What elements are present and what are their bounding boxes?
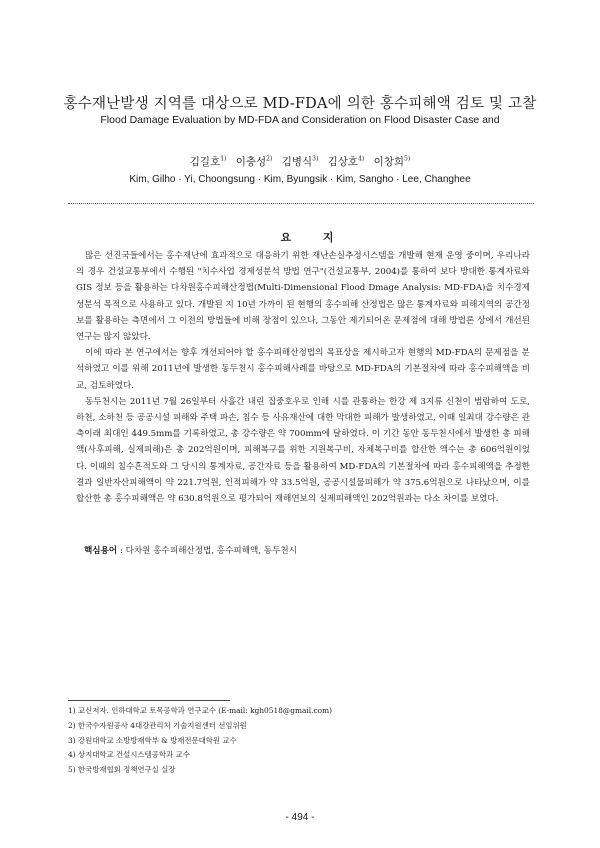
authors-english: Kim, Gilho · Yi, Choongsung · Kim, Byungsik · Kim, Sangho · Lee, Changhee xyxy=(129,174,471,185)
abstract-paragraph: 동두천시는 2011년 7월 26일부터 사흘간 내린 집중호우로 인해 시를 관통하는 한강 제 3지류 신천이 범람하여 도로, 하천, 소하천 등 공공시설 피해와 주택 파손, 침수 등 사유재산에 대한 막대한 피해가 발생하였고, 이때 일최대 강수량은 관측이래 최대인 449.5mm를 기록하였고, 총 강수량은 약 700mm에 달하였다. 이 기간 동안 동두천시에서 발생한 총 피해액(사후피해, 실제피해)은 총 202억원이며, 피해복구를 위한 지원복구비, 자체복구비를 합산한 액수는 총 606억원이었다. 이때의 침수흔적도와 그 당시의 통계자료, 공간자료 등을 활용하여 MD-FDA의 기본절차에 따라 홍수피해액을 추정한 결과 일반자산피해액이 약 221.7억원, 인적피해가 약 33.5억원, 공공시설물피해가 약 375.6억원으로 나타났으며, 이를 합산한 총 홍수피해액은 약 630.8억원으로 평가되어 재해연보의 실제피해액인 202억원과는 다소 차이를 보였다. xyxy=(76,396,530,505)
author: 김길호$^{1)}$ xyxy=(189,155,227,168)
abstract-heading: 요 지 xyxy=(280,231,348,244)
paper-title-english: Flood Damage Evaluation by MD-FDA and Consideration on Flood Disaster Case and xyxy=(100,114,500,126)
footnotes xyxy=(68,704,332,778)
paper-title-korean: 홍수재난발생 지역를 대상으로 MD-FDA에 의한 홍수피해액 검토 및 고찰 xyxy=(63,96,537,112)
abstract-body xyxy=(76,248,530,507)
footnote: 1) 교신저자. 인하대학교 토목공학과 연구교수 (E-mail: kgh0518@gmail.com) xyxy=(68,706,332,715)
footnote: 3) 강원대학교 소방방재학부 & 방재전문대학원 교수 xyxy=(68,735,237,745)
author: 김병식$^{3)}$ xyxy=(281,155,319,168)
authors-korean xyxy=(0,154,600,169)
footnote-divider xyxy=(68,700,230,701)
author: 이창희$^{5)}$ xyxy=(373,155,411,168)
author: 이충성$^{2)}$ xyxy=(235,155,273,168)
keywords-label: 핵심용어 xyxy=(84,546,118,556)
keywords-text: : 다차원 홍수피해산정법, 홍수피해액, 동두천시 xyxy=(119,546,297,556)
footnote: 2) 한국수자원공사 4대강관리처 기술지원센터 선임위원 xyxy=(68,720,247,730)
keywords xyxy=(84,544,297,556)
footnote: 4) 상지대학교 건설시스템공학과 교수 xyxy=(68,750,190,760)
page-number: - 494 - xyxy=(285,812,315,823)
author: 김상호$^{4)}$ xyxy=(327,155,365,168)
footnote: 5) 한국방재협회 정책연구실 실장 xyxy=(68,765,176,775)
abstract-paragraph: 이에 따라 본 연구에서는 향후 개선되어야 할 홍수피해산정법의 목표상을 제시하고자 현행의 MD-FDA의 문제점을 분석하였고 이를 위해 2011년에 발생한 동두천시 홍수피해사례를 바탕으로 MD-FDA의 기본절차에 따라 홍수피해액을 비교, 검토하였다. xyxy=(76,348,530,391)
section-divider xyxy=(68,203,534,204)
abstract-paragraph: 많은 선진국들에서는 홍수재난에 효과적으로 대응하기 위한 재난손실추정시스템을 개발해 현재 운영 중이며, 우리나라의 경우 건설교통부에서 수행된 "치수사업 경제성분석 방법 연구"(건설교통부, 2004)를 통하여 보다 방대한 통계자료와 GIS 정보 등을 활용하는 다차원홍수피해산정법(Multi-Dimensional Flood Dmage Analysis: MD-FDA)을 치수경제성분석 목적으로 사용하고 있다. 개발된 지 10년 가까이 된 현행의 홍수피해 산정법은 많은 통계자료와 피해지역의 공간정보를 활용하는 측면에서 그 이전의 방법들에 비해 장점이 있으나, 그동안 제기되어온 문제점에 대해 방법론 상에서 개선된 연구는 많지 않았다. xyxy=(76,251,530,343)
